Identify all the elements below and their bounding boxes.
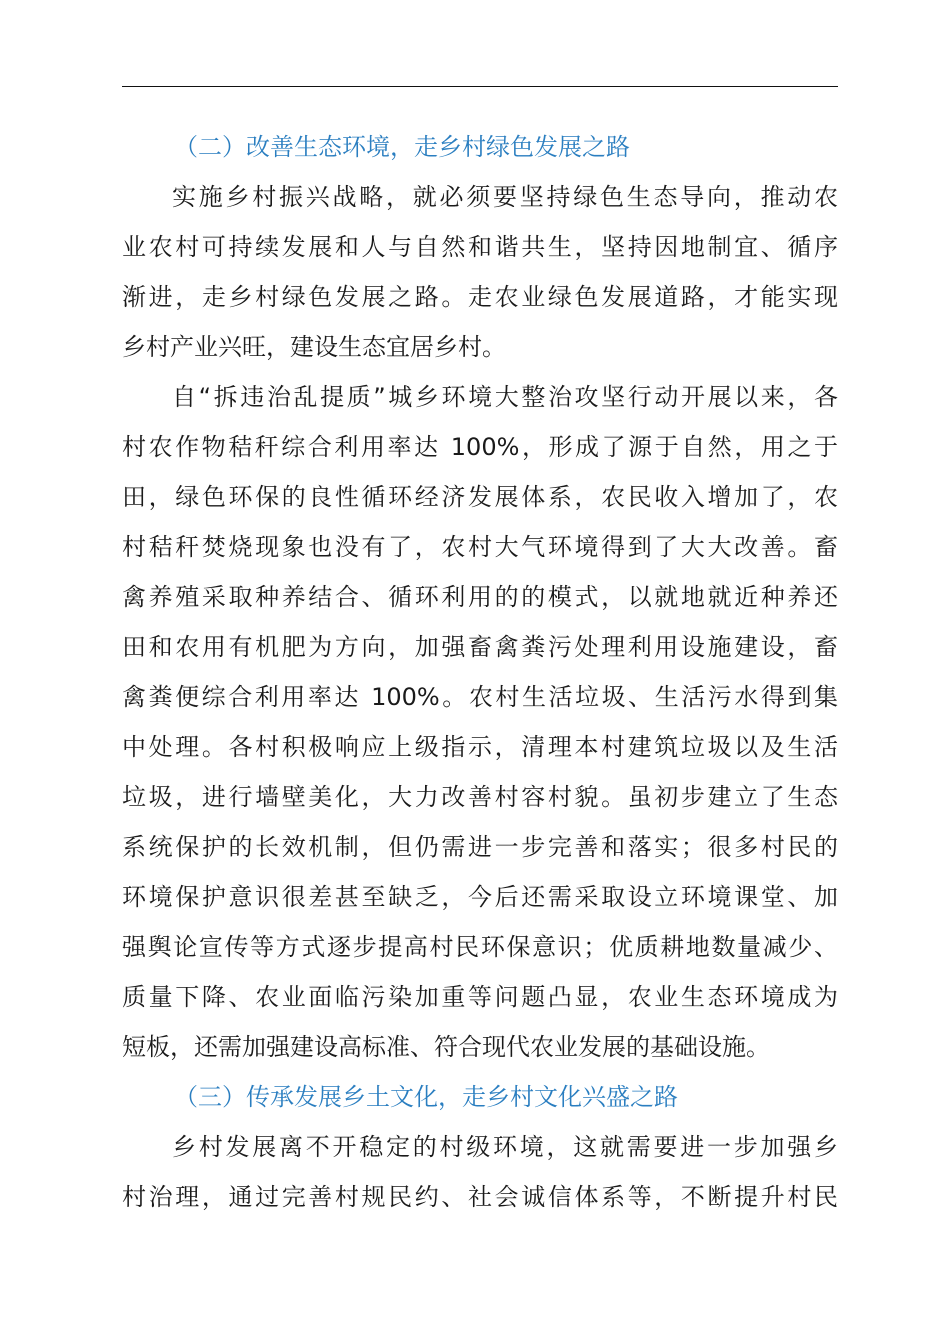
document-body: [122, 122, 838, 1222]
paragraph-line: 系统保护的长效机制，但仍需进一步完善和落实；很多村民的: [122, 833, 838, 861]
paragraph-line: 田和农用有机肥为方向，加强畜禽粪污处理利用设施建设，畜: [122, 633, 838, 661]
paragraph-line: 实施乡村振兴战略，就必须要坚持绿色生态导向，推动农: [172, 183, 838, 211]
paragraph-line: 自“拆违治乱提质”城乡环境大整治攻坚行动开展以来，各: [172, 383, 838, 411]
paragraph-line: 村农作物秸秆综合利用率达 100%，形成了源于自然，用之于: [122, 433, 838, 461]
paragraph-line: 乡村发展离不开稳定的村级环境，这就需要进一步加强乡: [172, 1133, 838, 1161]
paragraph-line: 田，绿色环保的良性循环经济发展体系，农民收入增加了，农: [122, 483, 838, 511]
paragraph-line: 乡村产业兴旺，建设生态宜居乡村。: [122, 333, 506, 361]
paragraph-line: 短板，还需加强建设高标准、符合现代农业发展的基础设施。: [122, 1033, 770, 1061]
section-heading-2: （二）改善生态环境，走乡村绿色发展之路: [174, 133, 630, 161]
paragraph-line: 渐进，走乡村绿色发展之路。走农业绿色发展道路，才能实现: [122, 283, 838, 311]
paragraph-1: [122, 172, 838, 372]
paragraph-line: 垃圾，进行墙壁美化，大力改善村容村貌。虽初步建立了生态: [122, 783, 838, 811]
paragraph-line: 环境保护意识很差甚至缺乏，今后还需采取设立环境课堂、加: [122, 883, 838, 911]
paragraph-line: 村治理，通过完善村规民约、社会诚信体系等，不断提升村民: [122, 1183, 838, 1211]
paragraph-line: 中处理。各村积极响应上级指示，清理本村建筑垃圾以及生活: [122, 733, 838, 761]
paragraph-line: 村秸秆焚烧现象也没有了，农村大气环境得到了大大改善。畜: [122, 533, 838, 561]
paragraph-line: 禽养殖采取种养结合、循环利用的的模式，以就地就近种养还: [122, 583, 838, 611]
paragraph-line: 质量下降、农业面临污染加重等问题凸显，农业生态环境成为: [122, 983, 838, 1011]
paragraph-2: [122, 372, 838, 1072]
paragraph-3: [122, 1122, 838, 1222]
paragraph-line: 强舆论宣传等方式逐步提高村民环保意识；优质耕地数量减少、: [122, 933, 838, 961]
header-rule: [122, 86, 838, 87]
paragraph-line: 业农村可持续发展和人与自然和谐共生，坚持因地制宜、循序: [122, 233, 838, 261]
section-heading-3: （三）传承发展乡土文化，走乡村文化兴盛之路: [174, 1083, 678, 1111]
paragraph-line: 禽粪便综合利用率达 100%。农村生活垃圾、生活污水得到集: [122, 683, 838, 711]
